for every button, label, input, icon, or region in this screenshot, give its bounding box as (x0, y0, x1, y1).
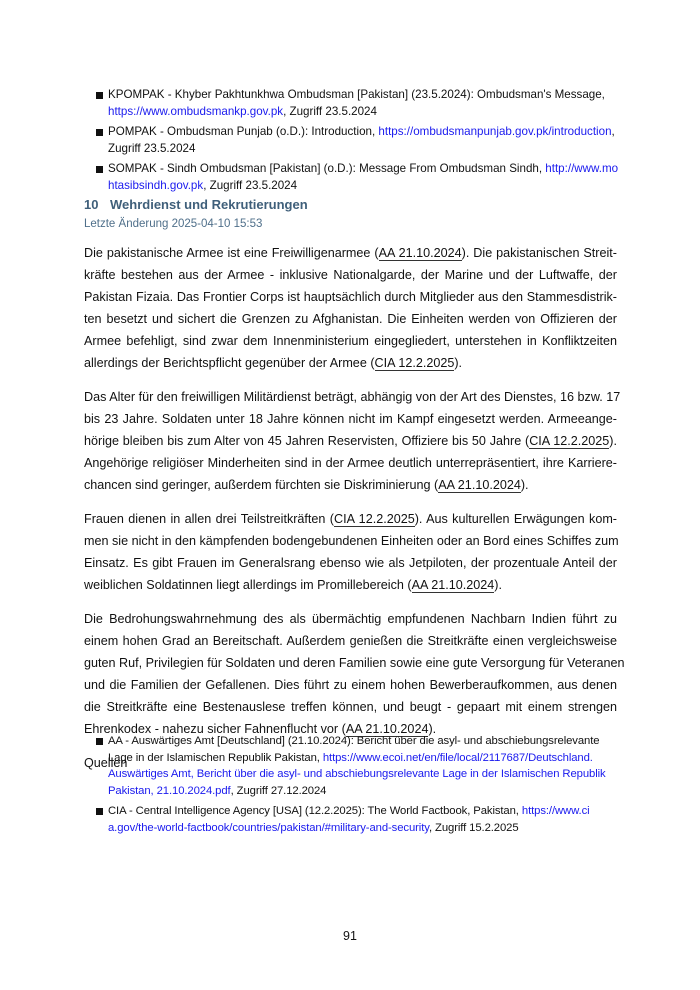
paragraph (84, 608, 625, 740)
text: allerdings der Berichtspflicht gegenüber der Armee ( (84, 356, 375, 370)
text: , (611, 125, 615, 138)
reference-link[interactable]: Auswärtiges Amt, Bericht über die asyl- und abschiebungsrelevante Lage in der Islamischen Republik (108, 768, 606, 780)
text: CIA - Central Intelligence Agency [USA] (12.2.2025): The World Factbook, Pakistan, (108, 805, 522, 817)
paragraph-line (84, 508, 617, 530)
text: bis 23 Jahre. Soldaten unter 18 Jahre können nicht im Kampf eingesetzt werden. Armeeange- (84, 412, 617, 426)
paragraph (84, 386, 621, 496)
reference-line (108, 783, 620, 800)
paragraph-line (84, 242, 617, 264)
sources-label: Quellen (84, 756, 128, 770)
text: ). (609, 434, 617, 448)
citation-link[interactable]: AA 21.10.2024 (438, 478, 521, 492)
paragraph-line (84, 452, 617, 474)
text: guten Ruf, Privilegien für Soldaten und deren Familien sowie eine gute Versorgung für Veteranen (84, 656, 625, 670)
text: Angehörige religiöser Minderheiten sind in der Armee deutlich unterrepräsentiert, ihre Karriere- (84, 456, 617, 470)
reference-line (108, 820, 620, 837)
reference-line (108, 733, 620, 750)
text: ). (428, 722, 437, 736)
reference-line (108, 141, 620, 158)
text: chancen sind geringer, außerdem fürchten sie Diskriminierung ( (84, 478, 439, 492)
reference-list-top (96, 87, 620, 198)
paragraphs (84, 242, 625, 740)
bullet-icon (96, 92, 103, 99)
text: , Zugriff 23.5.2024 (203, 178, 298, 192)
paragraph-line (84, 474, 617, 496)
text: POMPAK - Ombudsman Punjab (o.D.): Introduction, (108, 125, 379, 138)
text: Zugriff 23.5.2024 (108, 141, 196, 155)
paragraph-line (84, 430, 617, 452)
text: SOMPAK - Sindh Ombudsman [Pakistan] (o.D.): Message From Ombudsman Sindh, (108, 162, 546, 175)
text: , Zugriff 23.5.2024 (283, 104, 377, 118)
bullet-icon (96, 738, 103, 745)
citation-link[interactable]: CIA 12.2.2025 (529, 434, 610, 448)
reference-line (108, 750, 620, 767)
paragraph-line (84, 574, 617, 596)
citation-link[interactable]: AA 21.10.2024 (345, 722, 429, 736)
reference-link[interactable]: https://ombudsmanpunjab.gov.pk/introduction (378, 125, 612, 138)
reference-item (96, 161, 620, 194)
reference-line (108, 87, 620, 104)
section-heading (84, 197, 308, 212)
reference-list-sources (96, 733, 620, 840)
paragraph-line (84, 630, 617, 652)
section-number: 10 (84, 197, 99, 212)
reference-line (108, 178, 620, 195)
last-change-date: Letzte Änderung 2025-04-10 15:53 (84, 218, 263, 230)
paragraph-line (84, 530, 617, 552)
reference-item (96, 124, 620, 157)
reference-item (96, 87, 620, 120)
paragraph-line (84, 386, 621, 408)
text: Pakistan Fizaia. Das Frontier Corps ist hauptsächlich durch Mitglieder aus den Stammesdistrik- (84, 290, 617, 304)
reference-link[interactable]: https://www.ci (521, 805, 590, 817)
reference-link[interactable]: htasibsindh.gov.pk (108, 178, 204, 192)
text: und die Familien der Gefallenen. Dies führt zu einem hohen Bewerberaufkommen, aus denen (84, 678, 617, 692)
text: AA - Auswärtiges Amt [Deutschland] (21.10.2024): Bericht über die asyl- und abschiebungsrelevante (108, 735, 600, 747)
reference-link[interactable]: https://www.ombudsmankp.gov.pk (108, 104, 284, 118)
text: KPOMPAK - Khyber Pakhtunkhwa Ombudsman [Pakistan] (23.5.2024): Ombudsman's Message, (108, 88, 605, 101)
text: , Zugriff 15.2.2025 (428, 821, 519, 834)
citation-link[interactable]: CIA 12.2.2025 (334, 512, 415, 526)
text: Armee befehligt, sind zwar dem Innenministerium eingegliedert, unterstehen in Konfliktzeiten (84, 334, 617, 348)
paragraph-line (84, 308, 617, 330)
citation-link[interactable]: AA 21.10.2024 (378, 246, 462, 260)
paragraph (84, 508, 617, 596)
text: ten besetzt und sichert die Grenzen zu Afghanistan. Die Einheiten werden von Offizieren der (84, 312, 617, 326)
paragraph-line (84, 286, 617, 308)
text: weiblichen Soldatinnen liegt allerdings im Promillebereich ( (84, 578, 412, 592)
text: Einsatz. Es gibt Frauen im Generalsrang ebenso wie als Jetpiloten, der prozentuale Anteil der (84, 556, 617, 570)
page-number: 91 (343, 929, 357, 943)
text: die Streitkräfte eine Bestenauslese treffen können, und beugt - gepaart mit einem strengen (84, 700, 617, 714)
bullet-icon (96, 129, 103, 136)
text: Lage in der Islamischen Republik Pakistan, (108, 751, 323, 764)
bullet-icon (96, 166, 103, 173)
text: Das Alter für den freiwilligen Militärdienst beträgt, abhängig von der Art des Dienstes, 16 bzw. 17 (84, 390, 621, 404)
paragraph-line (84, 696, 617, 718)
paragraph-line (84, 652, 625, 674)
reference-item (96, 803, 620, 836)
text: ). (454, 356, 463, 370)
reference-item (96, 733, 620, 799)
section-body (84, 242, 625, 774)
text: ). (520, 478, 529, 492)
reference-line (108, 766, 620, 783)
text: Die Bedrohungswahrnehmung des als übermächtig empfundenen Nachbarn Indien führt zu (84, 612, 617, 626)
text: hörige bleiben bis zum Alter von 45 Jahren Reservisten, Offiziere bis 50 Jahre ( (84, 434, 530, 448)
text: Die pakistanische Armee ist eine Freiwilligenarmee ( (84, 246, 379, 260)
reference-line (108, 803, 620, 820)
paragraph-line (84, 352, 617, 374)
text: , Zugriff 27.12.2024 (230, 784, 327, 797)
reference-link[interactable]: Pakistan, 21.10.2024.pdf (108, 784, 231, 797)
reference-line (108, 161, 620, 178)
reference-link[interactable]: http://www.mo (545, 162, 619, 175)
text: kräfte bestehen aus der Armee - inklusive Nationalgarde, der Marine und der Luftwaffe, der (84, 268, 617, 282)
text: ). (494, 578, 502, 592)
reference-link[interactable]: https://www.ecoi.net/en/file/local/2117687/Deutschland. (322, 751, 593, 764)
paragraph (84, 242, 617, 374)
text: Frauen dienen in allen drei Teilstreitkräften ( (84, 512, 335, 526)
text: ). Die pakistanischen Streit- (461, 246, 617, 260)
section-title: Wehrdienst und Rekrutierungen (110, 197, 308, 212)
paragraph-line (84, 330, 617, 352)
text: einem hohen Grad an Bereitschaft. Außerdem genießen die Streitkräfte einen vergleichsweise (84, 634, 617, 648)
paragraph-line (84, 552, 617, 574)
reference-link[interactable]: a.gov/the-world-factbook/countries/pakistan/#military-and-security (108, 821, 429, 834)
citation-link[interactable]: CIA 12.2.2025 (374, 356, 455, 370)
paragraph-line (84, 674, 617, 696)
paragraph-line (84, 408, 617, 430)
paragraph-line (84, 264, 617, 286)
text: men sie nicht in den kämpfenden bodengebundenen Einheiten oder an Bord eines Schiffes zum (84, 534, 619, 548)
text: ). Aus kulturellen Erwägungen kom- (414, 512, 618, 526)
text: Ehrenkodex - nahezu sicher Fahnenflucht vor ( (84, 722, 346, 736)
paragraph-line (84, 608, 617, 630)
citation-link[interactable]: AA 21.10.2024 (411, 578, 495, 592)
reference-line (108, 124, 620, 141)
bullet-icon (96, 808, 103, 815)
reference-line (108, 104, 620, 121)
